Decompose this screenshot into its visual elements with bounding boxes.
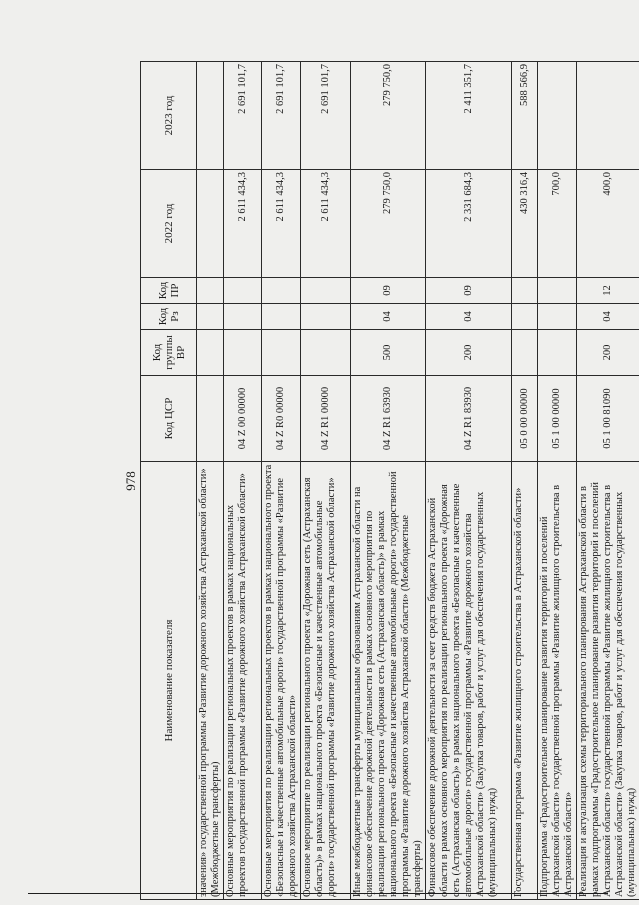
budget-table: [140, 61, 639, 900]
row-rz: [301, 304, 351, 330]
row-pr: [262, 278, 301, 304]
row-2023: [197, 62, 224, 170]
row-name: Основные мероприятия по реализации региональных проектов в рамках национального проекта «Безопасные и качественные автомобильные дороги» государственной программы «Развитие дорожного хозяйства Астраханской области»: [262, 462, 301, 900]
row-2022: 400,0: [577, 170, 639, 278]
row-2022: 700,0: [538, 170, 577, 278]
rotated-sheet: [80, 62, 637, 900]
header-name: Наименование показателя: [141, 462, 197, 900]
row-pr: 12: [577, 278, 639, 304]
row-csr: 04 Z R1 00000: [301, 376, 351, 462]
header-2022: 2022 год: [141, 170, 197, 278]
page-number: 978: [123, 471, 138, 491]
row-vr: [224, 330, 262, 376]
row-vr: [301, 330, 351, 376]
row-name: Основное мероприятие по реализации регионального проекта «Дорожная сеть (Астраханская область)» в рамках национального проекта «Безопасные и качественные автомобильные дороги» государственной программы «Развитие дорожного хозяйства Астраханской области»: [301, 462, 351, 900]
table-row: [577, 62, 639, 900]
row-2023: [577, 62, 639, 170]
row-rz: [262, 304, 301, 330]
row-vr: 200: [426, 330, 512, 376]
row-2022: 430 316,4: [512, 170, 538, 278]
row-pr: 09: [351, 278, 426, 304]
row-csr: 05 1 00 81090: [577, 376, 639, 462]
row-2022: 2 611 434,3: [301, 170, 351, 278]
row-rz: [538, 304, 577, 330]
table-row: [512, 62, 538, 900]
row-csr: 04 Z R1 63930: [351, 376, 426, 462]
row-rz: 04: [577, 304, 639, 330]
row-2023: 2 411 351,7: [426, 62, 512, 170]
row-vr: [538, 330, 577, 376]
row-2023: 2 691 101,7: [224, 62, 262, 170]
row-vr: [262, 330, 301, 376]
row-2023: 2 691 101,7: [301, 62, 351, 170]
row-pr: [538, 278, 577, 304]
row-vr: 200: [577, 330, 639, 376]
row-rz: 04: [426, 304, 512, 330]
row-name: Иные межбюджетные трансферты муниципальным образованиям Астраханской области на финансовое обеспечение дорожной деятельности в рамках основного мероприятия по реализации регионального проекта «Дорожная сеть (Астраханская область)» в рамках национального проекта «Безопасные и качественные автомобильные дороги» государственной программы «Развитие дорожного хозяйства Астраханской области» (Межбюджетные трансферты): [351, 462, 426, 900]
row-csr: 04 Z 00 00000: [224, 376, 262, 462]
row-vr: [197, 330, 224, 376]
row-csr: [197, 376, 224, 462]
row-rz: [224, 304, 262, 330]
row-2022: 279 750,0: [351, 170, 426, 278]
row-2022: 2 611 434,3: [262, 170, 301, 278]
row-name: Основные мероприятия по реализации региональных проектов в рамках национальных проектов государственной программы «Развитие дорожного хозяйства Астраханской области»: [224, 462, 262, 900]
header-row: [141, 62, 197, 900]
table-row: [426, 62, 512, 900]
table-row: [538, 62, 577, 900]
table-row: [262, 62, 301, 900]
row-rz: 04: [351, 304, 426, 330]
row-csr: 04 Z R1 83930: [426, 376, 512, 462]
row-2022: 2 611 434,3: [224, 170, 262, 278]
row-2023: 279 750,0: [351, 62, 426, 170]
row-csr: 04 Z R0 00000: [262, 376, 301, 462]
row-name: Финансовое обеспечение дорожной деятельности за счет средств бюджета Астраханской области в рамках основного мероприятия по реализации регионального проекта «Дорожная сеть (Астраханская область)» в рамках национального проекта «Безопасные и качественные автомобильные дороги» государственной программы «Развитие дорожного хозяйства Астраханской области» (Закупка товаров, работ и услуг для обеспечения государственных (муниципальных) нужд): [426, 462, 512, 900]
row-pr: 09: [426, 278, 512, 304]
row-2022: [197, 170, 224, 278]
row-csr: 05 0 00 00000: [512, 376, 538, 462]
row-pr: [224, 278, 262, 304]
row-pr: [512, 278, 538, 304]
row-name: значения» государственной программы «Развитие дорожного хозяйства Астраханской области» (Межбюджетные трансферты): [197, 462, 224, 900]
header-pr: Код ПР: [141, 278, 197, 304]
row-pr: [301, 278, 351, 304]
row-vr: [512, 330, 538, 376]
row-2023: [538, 62, 577, 170]
row-name: Подпрограмма «Градостроительное планирование развития территорий и поселений Астраханской области» государственной программы «Развитие жилищного строительства в Астраханской области»: [538, 462, 577, 900]
header-csr: Код ЦСР: [141, 376, 197, 462]
header-rz: Код Рз: [141, 304, 197, 330]
table-row: [224, 62, 262, 900]
row-rz: [197, 304, 224, 330]
row-2023: 2 691 101,7: [262, 62, 301, 170]
header-vr: Код группы ВР: [141, 330, 197, 376]
table-row: [301, 62, 351, 900]
row-csr: 05 1 00 00000: [538, 376, 577, 462]
table-row: [351, 62, 426, 900]
row-pr: [197, 278, 224, 304]
row-name: Реализация и актуализация схемы территориального планирования Астраханской области в рамках подпрограммы «Градостроительное планирование развития территорий и поселений Астраханской области» государственной программы «Развитие жилищного строительства в Астраханской области» (Закупка товаров, работ и услуг для обеспечения государственных (муниципальных) нужд): [577, 462, 639, 900]
table-row: [197, 62, 224, 900]
row-2022: 2 331 684,3: [426, 170, 512, 278]
row-vr: 500: [351, 330, 426, 376]
row-2023: 588 566,9: [512, 62, 538, 170]
header-2023: 2023 год: [141, 62, 197, 170]
row-name: Государственная программа «Развитие жилищного строительства в Астраханской области»: [512, 462, 538, 900]
row-rz: [512, 304, 538, 330]
